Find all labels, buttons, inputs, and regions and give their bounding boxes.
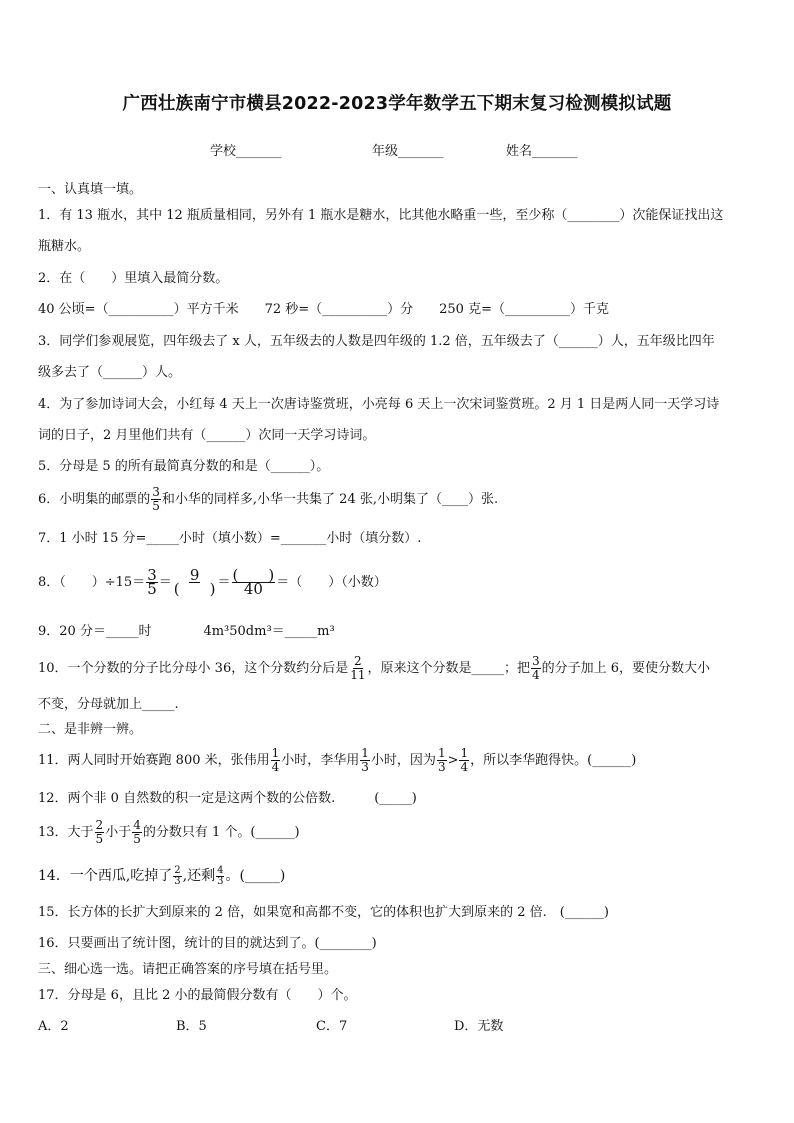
question-10-line-1: [38, 654, 756, 684]
school-field: 学校_______: [210, 144, 282, 159]
question-14: [38, 863, 756, 889]
fraction-3-4: $\frac{3}{4}$: [532, 654, 540, 682]
question-11: [38, 746, 756, 776]
equals-sign: ＝: [158, 575, 172, 590]
section-1-heading: 一、认真填一填。: [38, 182, 143, 197]
question-6-text-b: 和小华的同样多,小华一共集了 24 张,小明集了（____）张.: [161, 492, 499, 507]
fraction-9-blank: $\frac{9}{( )}$: [173, 566, 216, 598]
question-4-line-1: 4．为了参加诗词大会，小红每 4 天上一次唐诗鉴赏班，小亮每 6 天上一次宋词鉴赏班。2 月 1 日是两人同一天学习诗: [38, 397, 720, 412]
fraction-3-5: $\frac{3}{5}$: [152, 485, 160, 513]
question-1-line-1: 1．有 13 瓶水，其中 12 瓶质量相同，另外有 1 瓶水是糖水，比其他水略重一些，至少称（________）次能保证找出这: [38, 208, 724, 223]
question-9: 9．20 分＝_____时 4m³50dm³＝_____m³: [38, 624, 335, 639]
question-2-line-1: 2．在（ ）里填入最简分数。: [38, 271, 229, 286]
option-c: C．7: [316, 1019, 348, 1034]
question-16: 16．只要画出了统计图，统计的目的就达到了。(________): [38, 936, 377, 951]
fraction-1-3: $\frac{1}{3}$: [437, 746, 446, 774]
fraction-1-4: $\frac{1}{4}$: [460, 746, 469, 774]
question-10-text-c: 的分子加上 6，要使分数大小: [541, 661, 711, 676]
question-4-line-2: 词的日子，2 月里他们共有（______）次同一天学习诗词。: [38, 428, 376, 443]
question-14-text-a: 14．一个西瓜,吃掉了: [38, 868, 173, 884]
question-3-line-1: 3．同学们参观展览，四年级去了 x 人，五年级去的人数是四年级的 1.2 倍，五年级去了（______）人，五年级比四年: [38, 334, 715, 349]
option-d: D．无数: [454, 1019, 504, 1034]
question-11-text-d: ，所以李华跑得快。(______): [470, 753, 637, 768]
fraction-2-3: $\frac{2}{3}$: [174, 864, 181, 887]
question-5: 5．分母是 5 的所有最简真分数的和是（______）。: [38, 459, 330, 474]
fraction-2-5: $\frac{2}{5}$: [95, 818, 104, 846]
question-15: 15．长方体的长扩大到原来的 2 倍，如果宽和高都不变，它的体积也扩大到原来的 2 倍. (______): [38, 905, 609, 920]
question-8-text-a: 8．（ ）÷15＝: [38, 575, 146, 590]
question-14-text-c: 。(_____): [225, 868, 286, 884]
question-8-text-b: ＝（ ）（小数）: [276, 575, 387, 590]
name-field: 姓名_______: [506, 144, 578, 159]
question-10-line-2: 不变，分母就加上_____.: [38, 697, 179, 712]
fraction-blank-40: $\frac{( )}{40}$: [232, 566, 275, 598]
fraction-1-4: $\frac{1}{4}$: [271, 746, 280, 774]
fraction-1-3: $\frac{1}{3}$: [361, 746, 369, 774]
question-10-text-b: ，原来这个分数是_____；把: [367, 661, 531, 676]
fraction-3-5: $\frac{3}{5}$: [147, 566, 157, 598]
question-11-text-c: 小时，因为: [370, 753, 436, 768]
question-3-line-2: 级多去了（______）人。: [38, 365, 182, 380]
page-title: 广西壮族南宁市横县2022-2023学年数学五下期末复习检测模拟试题: [122, 94, 672, 114]
question-11-text-b: 小时，李华用: [281, 753, 360, 768]
option-a: A．2: [38, 1019, 69, 1034]
option-b: B．5: [176, 1019, 207, 1034]
question-14-text-b: ,还剩: [182, 868, 216, 884]
fraction-4-3: $\frac{4}{3}$: [217, 864, 224, 887]
section-3-heading: 三、细心选一选。请把正确答案的序号填在括号里。: [38, 962, 338, 977]
question-6-text-a: 6．小明集的邮票的: [38, 492, 151, 507]
question-17: 17．分母是 6，且比 2 小的最简假分数有（ ）个。: [38, 988, 357, 1003]
question-13-text-c: 的分数只有 1 个。(______): [142, 825, 300, 840]
question-11-text-a: 11．两人同时开始赛跑 800 米，张伟用: [38, 753, 270, 768]
greater-than-sign: >: [447, 753, 459, 768]
question-12: 12．两个非 0 自然数的积一定是这两个数的公倍数. (_____): [38, 791, 417, 806]
question-13: [38, 818, 756, 848]
question-2-line-2: 40 公顷=（__________）平方千米 72 秒=（__________）分 250 克=（__________）千克: [38, 302, 609, 317]
question-1-line-2: 瓶糖水。: [38, 239, 91, 254]
fraction-2-11: $\frac{2}{11}$: [350, 654, 366, 682]
question-6: [38, 486, 756, 514]
question-13-text-b: 小于: [105, 825, 132, 840]
question-10-text-a: 10．一个分数的分子比分母小 36，这个分数约分后是: [38, 661, 349, 676]
question-8: [38, 563, 756, 603]
question-7: 7．1 小时 15 分=_____小时（填小数）=_______小时（填分数）.: [38, 531, 422, 546]
fraction-4-5: $\frac{4}{5}$: [133, 818, 141, 846]
question-13-text-a: 13．大于: [38, 825, 94, 840]
grade-field: 年级_______: [372, 144, 444, 159]
equals-sign: ＝: [217, 575, 231, 590]
section-2-heading: 二、是非辨一辨。: [38, 722, 143, 737]
